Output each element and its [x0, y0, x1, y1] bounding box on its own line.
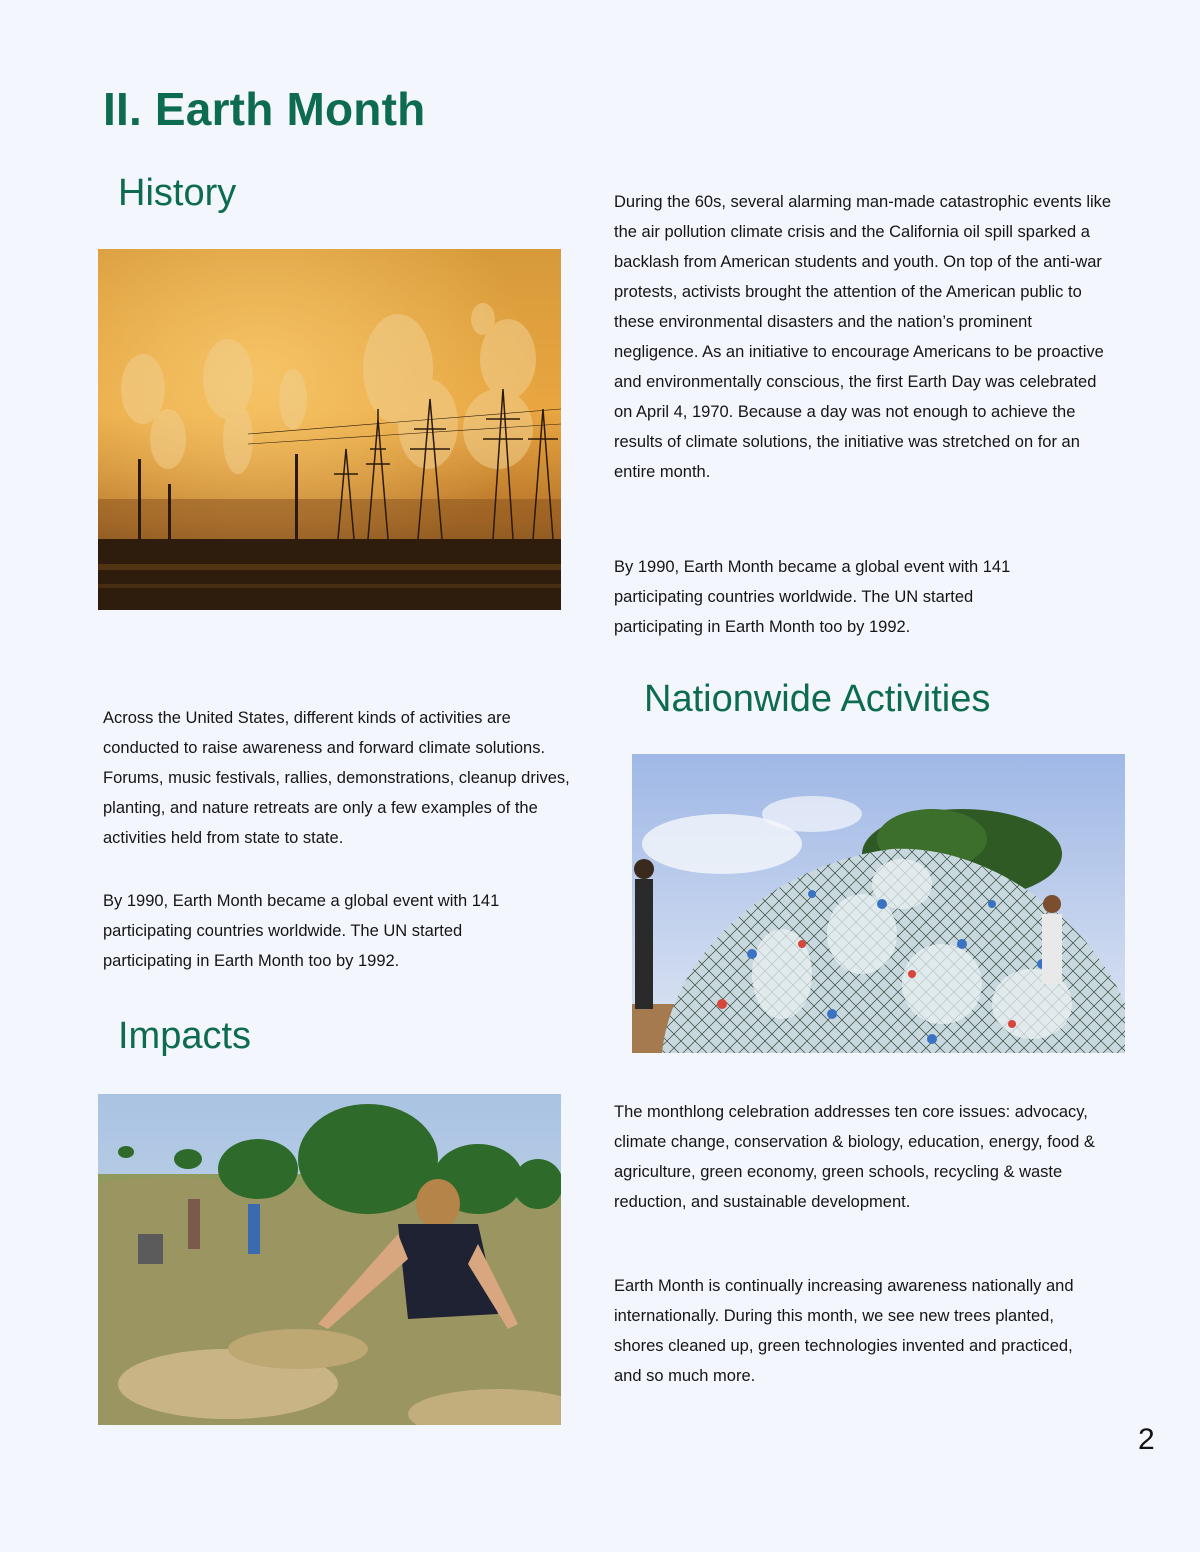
activities-heading: Nationwide Activities: [644, 678, 991, 720]
history-paragraph-1: During the 60s, several alarming man-made catastrophic events like the air pollution climate crisis and the California oil spill sparked a backlash from American students and youth. On top of the anti-war protests, activists brought the attention of the American public to these environmental disasters and the nation’s prominent negligence. As an initiative to encourage Americans to be proactive and environmentally conscious, the first Earth Day was celebrated on April 4, 1970. Because a day was not enough to achieve the results of climate solutions, the initiative was stretched on for an entire month.: [614, 193, 1112, 481]
impacts-paragraph-2: Earth Month is continually increasing awareness nationally and internationally. During this month, we see new trees planted, shores cleaned up, green technologies invented and practiced, and so much more.: [614, 1277, 1074, 1385]
page-title: II. Earth Month: [103, 83, 426, 135]
page-number: 2: [1138, 1423, 1155, 1456]
impacts-paragraph-1: The monthlong celebration addresses ten core issues: advocacy, climate change, conservation & biology, education, energy, food & agriculture, green economy, green schools, recycling & waste reduction, and sustainable development.: [614, 1103, 1095, 1211]
plastic-bottles-photo: [632, 754, 1125, 1053]
factory-smoke-photo: [98, 249, 561, 610]
activities-paragraph-2: By 1990, Earth Month became a global event with 141 participating countries worldwide. The UN started participating in Earth Month too by 1992.: [103, 892, 500, 970]
history-heading: History: [118, 172, 237, 214]
impacts-heading: Impacts: [118, 1015, 252, 1057]
activities-paragraph-1: Across the United States, different kinds of activities are conducted to raise awareness and forward climate solutions. Forums, music festivals, rallies, demonstrations, cleanup drives, planting, and nature retreats are only a few examples of the activities held from state to state.: [103, 709, 570, 847]
tree-planting-photo: [98, 1094, 561, 1425]
history-paragraph-2: By 1990, Earth Month became a global event with 141 participating countries worldwide. The UN started participating in Earth Month too by 1992.: [614, 558, 1011, 636]
